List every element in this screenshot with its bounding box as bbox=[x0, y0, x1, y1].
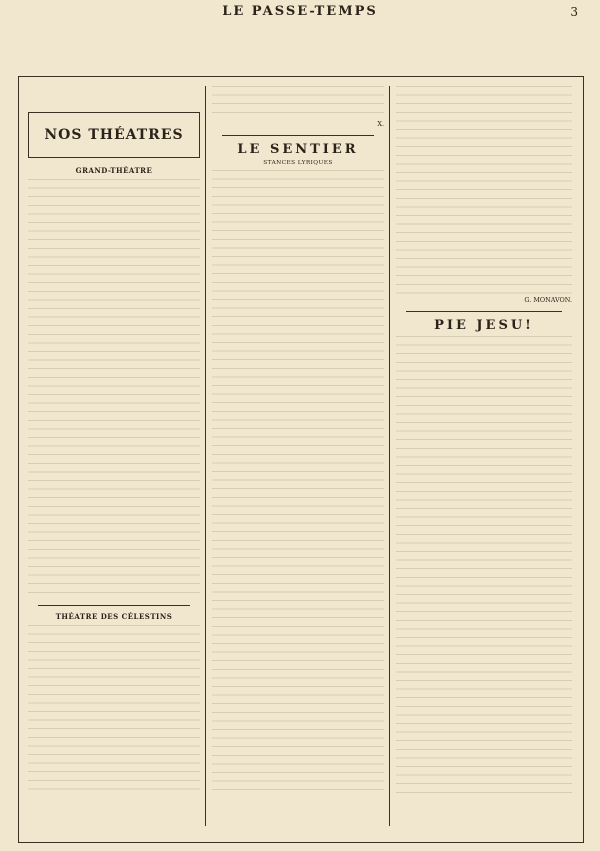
section-heading-celestins: THÉATRE DES CÉLESTINS bbox=[55, 612, 173, 621]
section-heading-grand-theatre: GRAND-THÉATRE bbox=[75, 166, 153, 175]
body-text-placeholder bbox=[212, 86, 384, 120]
poem-signature: G. MONAVON. bbox=[524, 296, 572, 304]
section-divider bbox=[38, 605, 190, 606]
poem-text-placeholder bbox=[212, 170, 384, 790]
article-title: PIE JESU! bbox=[434, 317, 534, 333]
column-poem bbox=[212, 86, 384, 826]
signature: X. bbox=[377, 120, 384, 128]
column-theatres bbox=[28, 86, 200, 826]
section-divider bbox=[406, 311, 562, 312]
ornament-title: NOS THÉATRES bbox=[28, 112, 200, 158]
body-text-placeholder bbox=[28, 625, 200, 795]
body-text-placeholder bbox=[396, 336, 572, 796]
poem-subtitle: STANCES LYRIQUES bbox=[263, 159, 333, 166]
page-number: 3 bbox=[570, 5, 578, 19]
body-text-placeholder bbox=[28, 179, 200, 599]
poem-title: LE SENTIER bbox=[237, 141, 359, 157]
column-rule bbox=[205, 86, 206, 826]
column-pie-jesu bbox=[396, 86, 572, 826]
column-rule bbox=[389, 86, 390, 826]
section-divider bbox=[222, 135, 374, 136]
masthead: LE PASSE-TEMPS bbox=[222, 4, 378, 19]
poem-text-placeholder bbox=[396, 86, 572, 296]
